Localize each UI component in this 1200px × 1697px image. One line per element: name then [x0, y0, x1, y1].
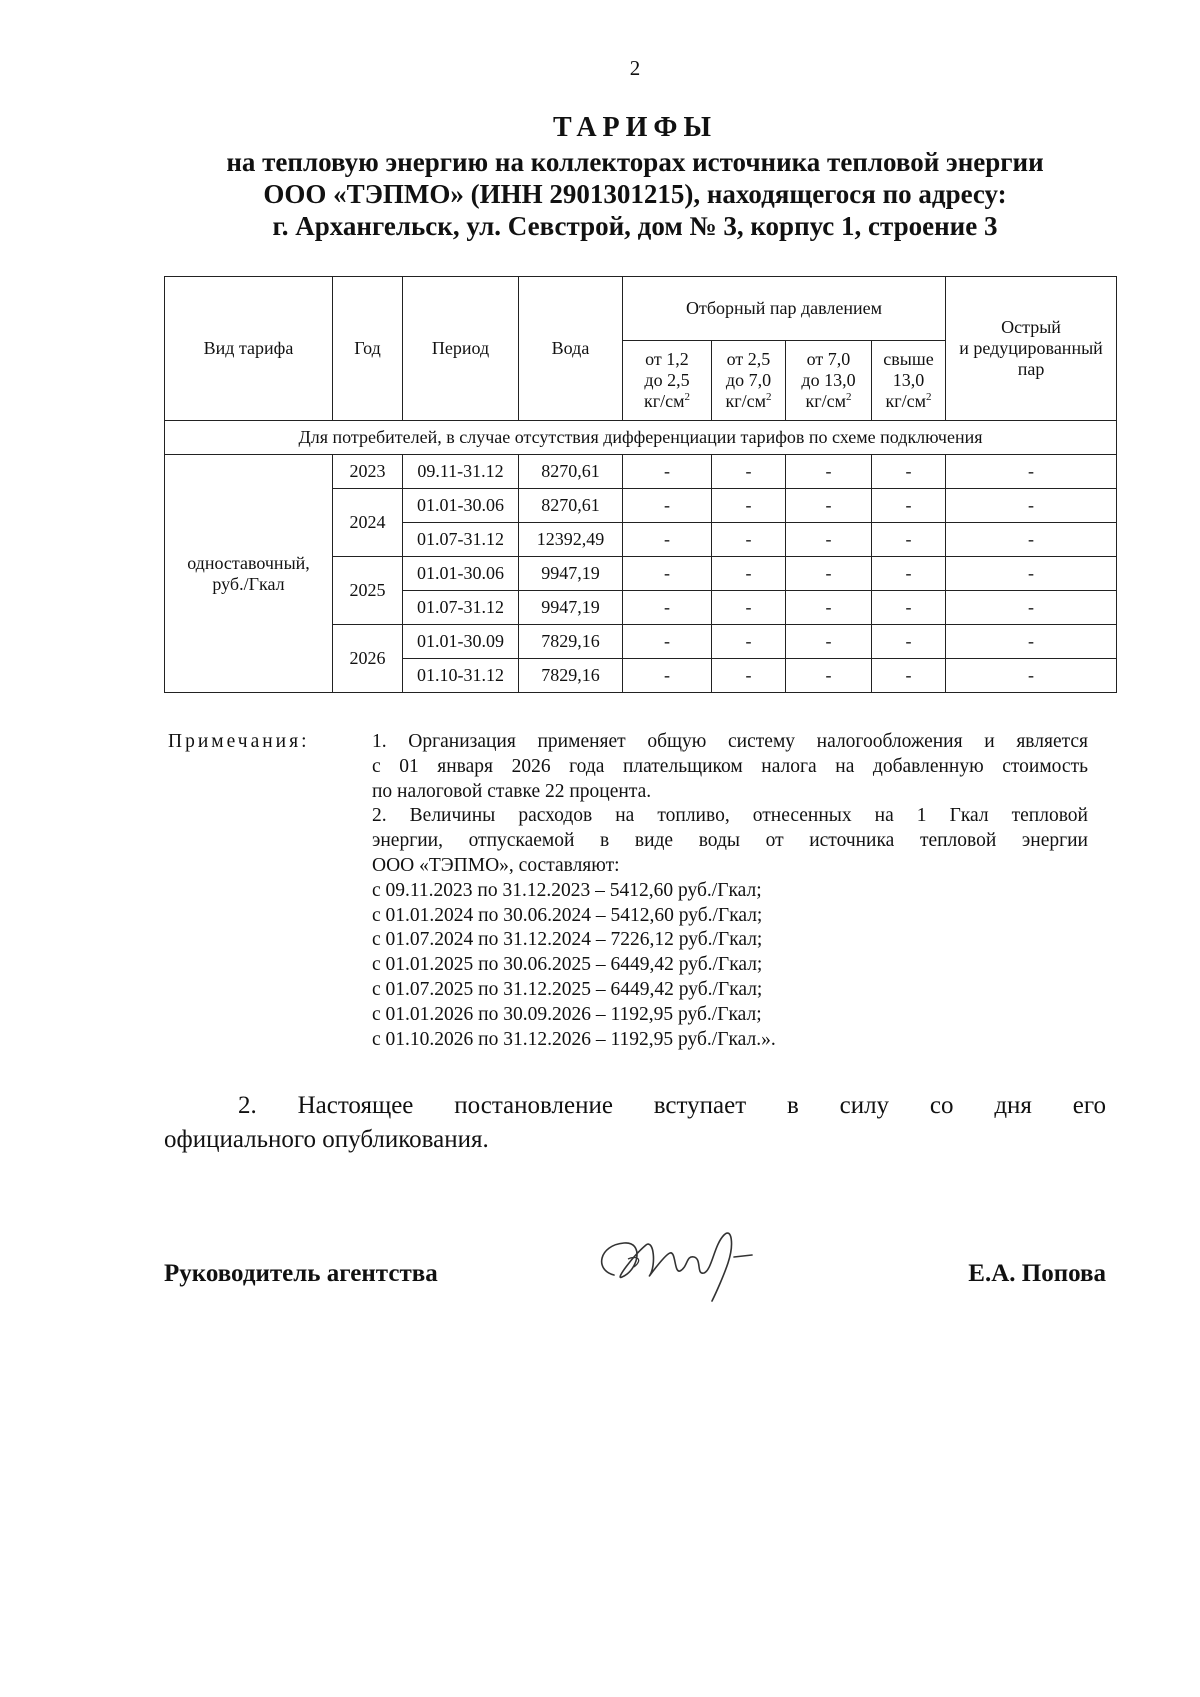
note-1-line-2: с 01 января 2026 года плательщиком налога на добавленную стоимость — [372, 755, 1088, 777]
steam-col-4-line-2: 13,0 — [892, 370, 925, 390]
dash-cell: - — [946, 523, 1117, 557]
year-cell: 2025 — [333, 557, 403, 625]
note-2-line-2: энергии, отпускаемой в виде воды от источника тепловой энергии — [372, 830, 1088, 852]
paragraph-2-line-2: официального опубликования. — [164, 1126, 489, 1153]
dash-cell: - — [786, 659, 872, 693]
period-cell: 01.10-31.12 — [403, 659, 519, 693]
dash-cell: - — [946, 591, 1117, 625]
water-cell: 7829,16 — [519, 625, 623, 659]
dash-cell: - — [623, 659, 712, 693]
dash-cell: - — [872, 591, 946, 625]
water-cell: 12392,49 — [519, 523, 623, 557]
dash-cell: - — [623, 557, 712, 591]
title-main: ТАРИФЫ — [553, 112, 717, 143]
dash-cell: - — [872, 489, 946, 523]
title-line-2: ООО «ТЭПМО» (ИНН 2901301215), находящегося по адресу: — [263, 179, 1007, 209]
period-cell: 01.07-31.12 — [403, 591, 519, 625]
note-1-line-3: по налоговой ставке 22 процента. — [372, 780, 652, 802]
dash-cell: - — [623, 455, 712, 489]
period-cell: 01.01-30.09 — [403, 625, 519, 659]
dash-cell: - — [712, 455, 786, 489]
steam-col-2-line-1: от 2,5 — [726, 349, 771, 369]
water-cell: 8270,61 — [519, 455, 623, 489]
header-year: Год — [333, 277, 403, 421]
year-cell: 2026 — [333, 625, 403, 693]
note-1-line-1: 1. Организация применяет общую систему налогообложения и является — [372, 731, 1088, 752]
year-cell: 2023 — [333, 455, 403, 489]
title-line-1: на тепловую энергию на коллекторах источника тепловой энергии — [226, 147, 1044, 177]
water-cell: 8270,61 — [519, 489, 623, 523]
water-cell: 9947,19 — [519, 591, 623, 625]
consumers-note: Для потребителей, в случае отсутствия дифференциации тарифов по схеме подключения — [165, 421, 1117, 455]
dash-cell: - — [786, 489, 872, 523]
period-cell: 01.01-30.06 — [403, 557, 519, 591]
steam-col-3-unit: $кг/см^2$ — [805, 391, 852, 411]
consumers-note-row — [165, 421, 1117, 455]
dash-cell: - — [786, 591, 872, 625]
paragraph-2-line-1: 2. Настоящее постановление вступает в силу со дня его — [238, 1092, 1106, 1119]
dash-cell: - — [712, 557, 786, 591]
dash-cell: - — [946, 557, 1117, 591]
dash-cell: - — [786, 625, 872, 659]
note-2-line-1: 2. Величины расходов на топливо, отнесенных на 1 Гкал тепловой — [372, 805, 1088, 827]
steam-col-4-unit: $кг/см^2$ — [885, 391, 932, 411]
fuel-cost-item: с 01.07.2024 по 31.12.2024 – 7226,12 руб./Гкал; — [372, 929, 763, 951]
table-header-row — [165, 277, 1117, 341]
header-steam-col-1 — [623, 341, 712, 421]
page-number: 2 — [629, 56, 641, 80]
fuel-cost-item: с 01.10.2026 по 31.12.2026 – 1192,95 руб./Гкал.». — [372, 1028, 776, 1050]
dash-cell: - — [786, 557, 872, 591]
steam-col-1-line-2: до 2,5 — [644, 370, 690, 390]
period-cell: 01.07-31.12 — [403, 523, 519, 557]
document-title — [170, 112, 1100, 242]
header-steam-col-4 — [872, 341, 946, 421]
tariff-label-line-1: одноставочный, — [187, 552, 310, 573]
tariff-type-cell — [165, 455, 333, 693]
dash-cell: - — [946, 659, 1117, 693]
notes-body — [372, 730, 1088, 1052]
header-tariff-type: Вид тарифа — [165, 277, 333, 421]
dash-cell: - — [786, 523, 872, 557]
tariffs-table — [164, 276, 1117, 693]
dash-cell: - — [623, 523, 712, 557]
fuel-cost-item: с 01.01.2026 по 30.09.2026 – 1192,95 руб./Гкал; — [372, 1003, 762, 1025]
steam-col-3-line-2: до 13,0 — [801, 370, 856, 390]
header-steam-col-3 — [786, 341, 872, 421]
dash-cell: - — [872, 523, 946, 557]
header-sharp-line-1: Острый — [1001, 317, 1061, 337]
dash-cell: - — [712, 523, 786, 557]
dash-cell: - — [872, 625, 946, 659]
steam-col-2-unit: $кг/см^2$ — [725, 391, 772, 411]
period-cell: 09.11-31.12 — [403, 455, 519, 489]
paragraph-2 — [164, 1089, 1106, 1157]
header-sharp-steam — [946, 277, 1117, 421]
period-cell: 01.01-30.06 — [403, 489, 519, 523]
header-water: Вода — [519, 277, 623, 421]
header-period: Период — [403, 277, 519, 421]
steam-col-1-line-1: от 1,2 — [645, 349, 689, 369]
fuel-cost-item: с 09.11.2023 по 31.12.2023 – 5412,60 руб./Гкал; — [372, 879, 762, 901]
table-row — [165, 455, 1117, 489]
steam-col-3-line-1: от 7,0 — [806, 349, 851, 369]
fuel-cost-item: с 01.01.2024 по 30.06.2024 – 5412,60 руб./Гкал; — [372, 904, 763, 926]
handwritten-signature — [584, 1215, 784, 1305]
dash-cell: - — [946, 489, 1117, 523]
signatory-name: Е.А. Попова — [968, 1260, 1106, 1287]
steam-col-4-line-1: свыше — [883, 349, 934, 369]
dash-cell: - — [872, 659, 946, 693]
water-cell: 7829,16 — [519, 659, 623, 693]
dash-cell: - — [623, 591, 712, 625]
dash-cell: - — [712, 489, 786, 523]
notes-label: Примечания: — [168, 731, 310, 752]
header-steam: Отборный пар давлением — [623, 277, 946, 341]
dash-cell: - — [872, 557, 946, 591]
dash-cell: - — [712, 625, 786, 659]
steam-col-2-line-2: до 7,0 — [725, 370, 772, 390]
tariff-label-line-2: руб./Гкал — [212, 573, 285, 594]
dash-cell: - — [872, 455, 946, 489]
note-2-line-3: ООО «ТЭПМО», составляют: — [372, 854, 620, 876]
dash-cell: - — [623, 489, 712, 523]
dash-cell: - — [623, 625, 712, 659]
header-sharp-line-3: пар — [1017, 359, 1045, 379]
title-line-3: г. Архангельск, ул. Севстрой, дом № 3, корпус 1, строение 3 — [272, 211, 998, 241]
dash-cell: - — [712, 659, 786, 693]
header-steam-col-2 — [712, 341, 786, 421]
fuel-cost-item: с 01.07.2025 по 31.12.2025 – 6449,42 руб./Гкал; — [372, 978, 763, 1000]
dash-cell: - — [946, 455, 1117, 489]
dash-cell: - — [786, 455, 872, 489]
fuel-cost-item: с 01.01.2025 по 30.06.2025 – 6449,42 руб./Гкал; — [372, 954, 763, 976]
year-cell: 2024 — [333, 489, 403, 557]
signatory-title: Руководитель агентства — [164, 1260, 438, 1287]
header-sharp-line-2: и редуцированный — [959, 338, 1103, 358]
signature-block — [164, 1235, 1106, 1325]
water-cell: 9947,19 — [519, 557, 623, 591]
dash-cell: - — [712, 591, 786, 625]
dash-cell: - — [946, 625, 1117, 659]
steam-col-1-unit: $кг/см^2$ — [643, 391, 690, 411]
